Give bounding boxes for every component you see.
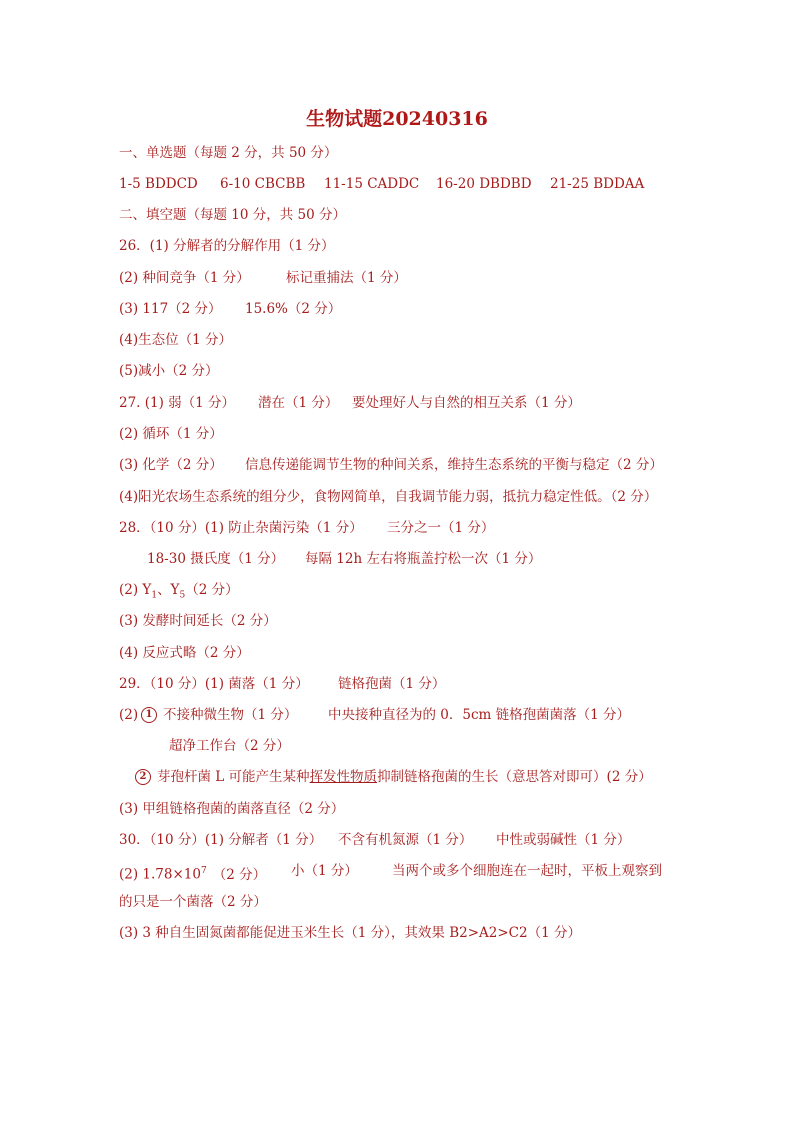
q26-line-5: (5)减小（2 分）: [119, 363, 219, 379]
q29-4-pre: 芽孢杆菌 L 可能产生某种: [157, 769, 310, 785]
q27-1a: 27. (1) 弱（1 分）: [119, 395, 236, 411]
page-title: 生物试题20240316: [306, 108, 488, 130]
q30-line-3: 的只是一个菌落（2 分）: [119, 894, 267, 910]
circled-one-mark: 1: [141, 707, 157, 723]
q28-3-pre: (2) Y: [119, 582, 152, 598]
q29-2b: 中央接种直径为的 0．5cm 链格孢菌菌落（1 分）: [328, 707, 631, 723]
q27-3b: 信息传递能调节生物的种间关系，维持生态系统的平衡与稳定（2 分）: [245, 457, 663, 473]
q29-line-3: 超净工作台（2 分）: [169, 738, 290, 754]
q28-3-mid: 、Y: [157, 582, 180, 598]
q28-3-sub1: 1: [151, 590, 158, 601]
section2-heading: 二、填空题（每题 10 分，共 50 分）: [119, 207, 347, 223]
q29-2-prefix: (2): [119, 707, 139, 723]
circled-two-mark: 2: [135, 769, 151, 785]
q30-2b: 小（1 分）: [291, 863, 358, 879]
q30-2a-value: (2) 1.78×10: [119, 866, 201, 883]
q26-line-1: 26．(1) 分解者的分解作用（1 分）: [119, 238, 335, 254]
q29-2a: [141, 705, 297, 725]
q28-3-post: （2 分）: [185, 582, 239, 598]
q28-line-4: (3) 发酵时间延长（2 分）: [119, 613, 277, 629]
q29-4-post: 抑制链格孢菌的生长（意思答对即可）(2 分）: [377, 769, 652, 785]
q26-2a: (2) 种间竞争（1 分）: [119, 270, 250, 286]
q27-line-4: (4)阳光农场生态系统的组分少，食物网简单，自我调节能力弱，抵抗力稳定性低。（2 分）: [119, 489, 658, 505]
q30-2c: 当两个或多个细胞连在一起时，平板上观察到: [392, 863, 662, 879]
q30-2a-exponent: 7: [200, 866, 207, 876]
mc-answer-16-20: 16-20 DBDBD: [436, 176, 532, 192]
q28-1b: 三分之一（1 分）: [387, 520, 495, 536]
q30-1c: 中性或弱碱性（1 分）: [496, 832, 631, 848]
mc-answer-1-5: 1-5 BDDCD: [119, 176, 198, 192]
q29-2a-text: 不接种微生物（1 分）: [163, 707, 298, 723]
q30-2a-score: （2 分）: [212, 866, 267, 883]
q28-line-3: [119, 580, 239, 606]
section1-heading: 一、单选题（每题 2 分，共 50 分）: [119, 145, 338, 161]
q27-line-2: (2) 循环（1 分）: [119, 426, 223, 442]
q27-3a: (3) 化学（2 分）: [119, 457, 223, 473]
q30-line-4: (3) 3 种自生固氮菌都能促进玉米生长（1 分），其效果 B2>A2>C2（1 分）: [119, 925, 581, 941]
q30-2a: [119, 861, 266, 885]
mc-answer-21-25: 21-25 BDDAA: [550, 176, 645, 192]
q29-line-4: [135, 767, 652, 787]
q30-1a: 30．（10 分）(1) 分解者（1 分）: [119, 832, 323, 848]
q26-line-4: (4)生态位（1 分）: [119, 332, 233, 348]
q28-2a: 18-30 摄氏度（1 分）: [147, 551, 285, 567]
q28-2b: 每隔 12h 左右将瓶盖拧松一次（1 分）: [305, 551, 542, 567]
q29-1b: 链格孢菌（1 分）: [338, 676, 446, 692]
q28-1a: 28．（10 分）(1) 防止杂菌污染（1 分）: [119, 520, 363, 536]
mc-answer-11-15: 11-15 CADDC: [324, 176, 420, 192]
q29-1a: 29．（10 分）(1) 菌落（1 分）: [119, 676, 309, 692]
q29-4-underlined: 挥发性物质: [309, 769, 378, 785]
q27-1b: 潜在（1 分）: [258, 395, 339, 411]
q26-3b: 15.6%（2 分）: [245, 301, 342, 317]
mc-answer-6-10: 6-10 CBCBB: [220, 176, 306, 192]
q27-1c: 要处理好人与自然的相互关系（1 分）: [352, 395, 581, 411]
q28-3-sub2: 5: [179, 590, 186, 601]
q26-3a: (3) 117（2 分）: [119, 301, 222, 317]
q29-line-5: (3) 甲组链格孢菌的菌落直径（2 分）: [119, 801, 345, 817]
q30-1b: 不含有机氮源（1 分）: [338, 832, 473, 848]
q26-2b: 标记重捕法（1 分）: [286, 270, 407, 286]
q28-line-5: (4) 反应式略（2 分）: [119, 645, 250, 661]
